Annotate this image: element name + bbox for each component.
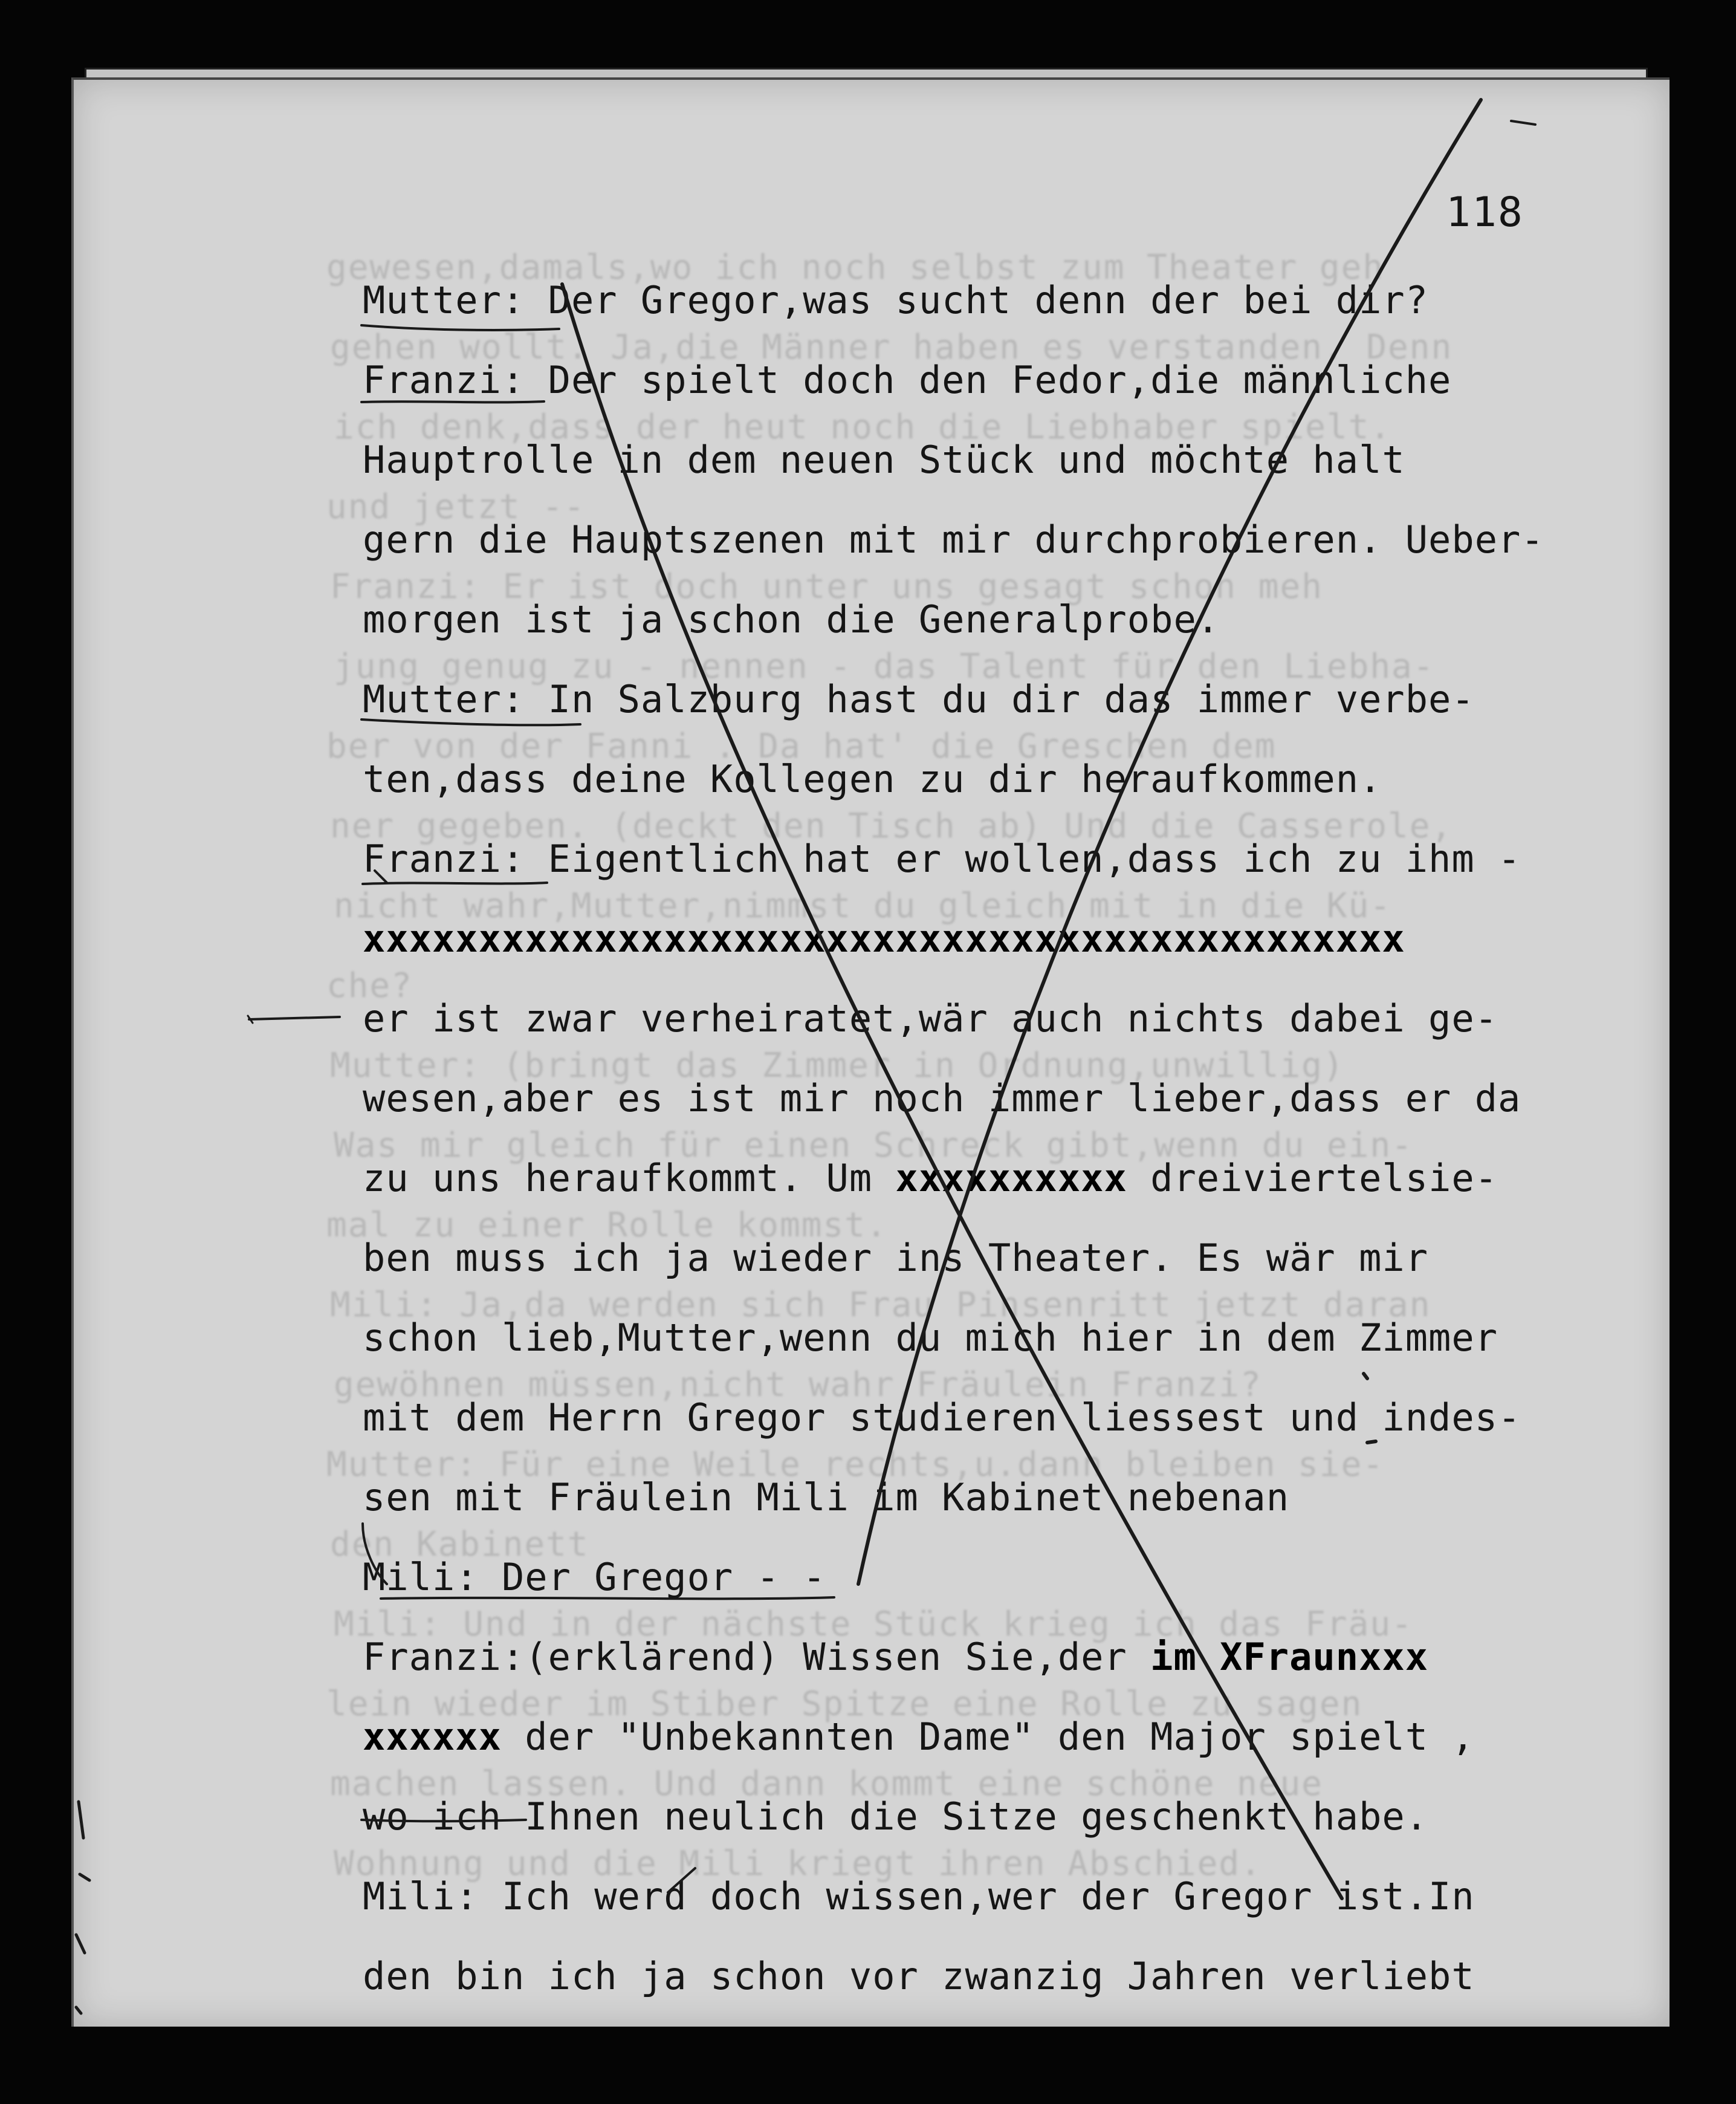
- line-text: ben muss ich ja wieder ins Theater. Es wär mir: [363, 1236, 1429, 1280]
- line-text: den bin ich ja schon vor zwanzig Jahren verliebt: [363, 1954, 1475, 1998]
- line-text: schon lieb,Mutter,wenn du mich hier in dem Zimmer: [363, 1316, 1498, 1360]
- speaker-name: Mili:: [363, 1555, 479, 1599]
- line-text: ten,dass deine Kollegen zu dir heraufkommen.: [363, 757, 1382, 801]
- line-text: Ich werd doch wissen,wer der Gregor ist.In: [478, 1874, 1475, 1918]
- script-line: [363, 837, 1632, 881]
- bleed-through-line: nicht wahr,Mutter,nimmst du gleich mit in die Kü-: [334, 886, 1392, 926]
- script-line: [363, 917, 1632, 961]
- bleed-through-line: Wohnung und die Mili kriegt ihren Abschied.: [334, 1844, 1262, 1883]
- bleed-through-line: mal zu einer Rolle kommst.: [326, 1206, 888, 1245]
- script-line: [363, 358, 1632, 402]
- script-line: [363, 1794, 1632, 1839]
- script-line: [363, 278, 1632, 322]
- script-line: [363, 1076, 1632, 1120]
- line-text: er ist zwar verheiratet,wär auch nichts dabei ge-: [363, 996, 1498, 1041]
- bleed-through-line: Was mir gleich für einen Schreck gibt,wenn du ein-: [334, 1126, 1413, 1165]
- line-text: wesen,aber es ist mir noch immer lieber,dass er da: [363, 1076, 1521, 1120]
- line-text: sen mit Fräulein Mili im Kabinet nebenan: [363, 1475, 1290, 1519]
- bleed-through-line: gewöhnen müssen,nicht wahr,Fräulein Franzi?: [334, 1365, 1262, 1404]
- bleed-through-line: jung genug zu - nennen - das Talent für den Liebha-: [334, 647, 1435, 686]
- bleed-through-line: Mutter: Für eine Weile rechts,u.dann bleiben sie-: [326, 1445, 1385, 1484]
- line-text: xxxxxxxxxxxxxxxxxxxxxxxxxxxxxxxxxxxxxxxxxxxxx: [363, 917, 1405, 961]
- line-text: (erklärend) Wissen Sie,der: [525, 1635, 1151, 1679]
- line-text-after: dreiviertelsie-: [1127, 1156, 1498, 1200]
- struck-text: xxxxxx: [363, 1715, 502, 1759]
- line-text: Eigentlich hat er wollen,dass ich zu ihm -: [525, 837, 1521, 881]
- speaker-name: Mutter:: [363, 677, 525, 721]
- bleed-through-line: lein wieder im Stiber Spitze eine Rolle zu sagen: [326, 1684, 1363, 1724]
- bleed-through-line: gewesen,damals,wo ich noch selbst zum Theater geh: [326, 248, 1385, 287]
- bleed-through-line: und jetzt --: [326, 487, 586, 527]
- bleed-through-line: gehen wollt. Ja,die Männer haben es verstanden. Denn: [330, 328, 1453, 367]
- speaker-name: Franzi:: [363, 1635, 525, 1679]
- line-text-after: der "Unbekannten Dame" den Major spielt ,: [501, 1715, 1475, 1759]
- bleed-through-line: ner gegeben. (deckt den Tisch ab) Und die Casserole,: [330, 807, 1453, 846]
- script-line: [363, 1874, 1632, 1918]
- bleed-through-line: ber von der Fanni . Da hat' die Greschen dem: [326, 727, 1277, 766]
- script-line: [363, 677, 1632, 721]
- bleed-through-line: Mili: Und in der nächste Stück krieg ich das Fräu-: [334, 1605, 1413, 1644]
- script-line: [363, 757, 1632, 801]
- speaker-name: Franzi:: [363, 837, 525, 881]
- script-line: [363, 1715, 1632, 1759]
- script-line: [363, 1954, 1632, 1998]
- script-line: [363, 597, 1632, 641]
- speaker-name: Mili:: [363, 1874, 479, 1918]
- line-text: wo ich Ihnen neulich die Sitze geschenkt habe.: [363, 1794, 1429, 1839]
- script-line: [363, 1236, 1632, 1280]
- line-text: Der Gregor,was sucht denn der bei dir?: [525, 278, 1429, 322]
- line-text: zu uns heraufkommt. Um: [363, 1156, 896, 1200]
- bleed-through-line: den Kabinett: [330, 1525, 589, 1564]
- script-line: [363, 1555, 1632, 1599]
- line-text: In Salzburg hast du dir das immer verbe-: [525, 677, 1475, 721]
- bleed-through-line: Mutter: (bringt das Zimmer in Ordnung,unwillig): [330, 1046, 1345, 1085]
- bleed-through-line: Franzi: Er ist doch unter uns gesagt schon meh: [330, 567, 1323, 606]
- line-text: mit dem Herrn Gregor studieren liessest und indes-: [363, 1395, 1521, 1440]
- script-line: [363, 1395, 1632, 1440]
- bleed-through-line: che?: [326, 966, 413, 1005]
- script-line: [363, 1316, 1632, 1360]
- struck-text: im XFraunxxx: [1150, 1635, 1429, 1679]
- script-line: [363, 1156, 1632, 1200]
- bleed-through-line: ich denk,dass der heut noch die Liebhaber spielt.: [334, 407, 1392, 447]
- speaker-name: Mutter:: [363, 278, 525, 322]
- script-line: [363, 996, 1632, 1041]
- speaker-name: Franzi:: [363, 358, 525, 402]
- line-text: Hauptrolle in dem neuen Stück und möchte halt: [363, 438, 1405, 482]
- line-text: morgen ist ja schon die Generalprobe.: [363, 597, 1220, 641]
- script-line: [363, 438, 1632, 482]
- bleed-through-line: machen lassen. Und dann kommt eine schöne neue: [330, 1764, 1323, 1804]
- line-text: Der spielt doch den Fedor,die männliche: [525, 358, 1452, 402]
- bleed-through-line: Mili: Ja,da werden sich Frau Pinsenritt jetzt daran: [330, 1285, 1431, 1325]
- line-text: Der Gregor - -: [478, 1555, 826, 1599]
- page-number: 118: [1446, 189, 1524, 236]
- script-line: [363, 1635, 1632, 1679]
- script-line: [363, 518, 1632, 562]
- script-line: [363, 1475, 1632, 1519]
- struck-text: xxxxxxxxxx: [895, 1156, 1127, 1200]
- line-text: gern die Hauptszenen mit mir durchprobieren. Ueber-: [363, 518, 1544, 562]
